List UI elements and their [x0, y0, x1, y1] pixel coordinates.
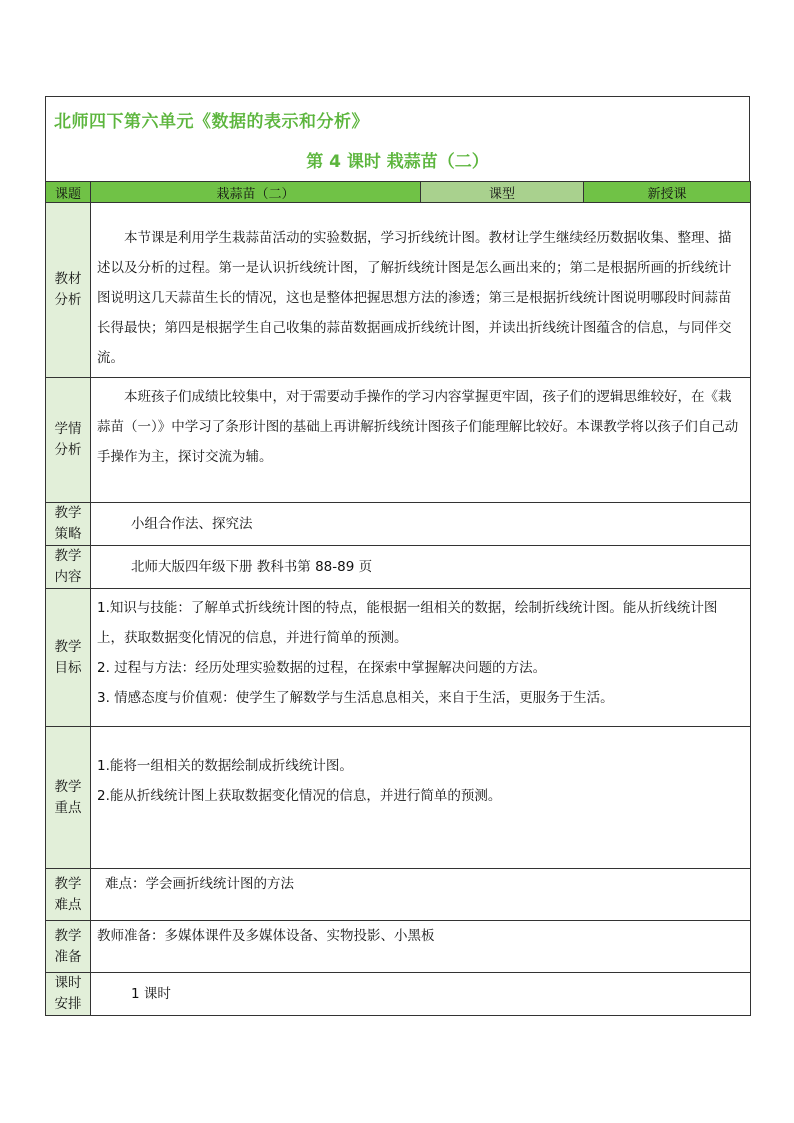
row-content: 教师准备：多媒体课件及多媒体设备、实物投影、小黑板: [91, 921, 751, 973]
student-analysis-text: 本班孩子们成绩比较集中，对于需要动手操作的学习内容掌握更牢固，孩子们的逻辑思维较好，在《栽蒜苗（一）》中学习了条形计图的基础上再讲解折线统计图孩子们能理解比较好。本课教学将以孩子们自己动手操作为主，探讨交流为辅。: [97, 389, 739, 465]
row-label: 教学 难点: [46, 869, 91, 921]
row-label: 课时 安排: [46, 973, 91, 1016]
row-content: [91, 203, 751, 378]
row-label: 学情 分析: [46, 378, 91, 503]
row-key-points: [46, 727, 751, 869]
row-content: 难点：学会画折线统计图的方法: [91, 869, 751, 921]
key-point-item: 2.能从折线统计图上获取数据变化情况的信息，并进行简单的预测。: [97, 788, 502, 804]
row-teaching-goals: [46, 589, 751, 727]
row-content: [91, 589, 751, 727]
key-point-item: 1.能将一组相关的数据绘制成折线统计图。: [97, 758, 353, 774]
row-content: [91, 378, 751, 503]
row-label: 教学 内容: [46, 546, 91, 589]
lesson-plan-document: [45, 96, 750, 1016]
topic-value: 栽蒜苗（二）: [91, 182, 421, 203]
row-teaching-strategy: [46, 503, 751, 546]
type-label: 课型: [421, 182, 584, 203]
goal-item: 1.知识与技能：了解单式折线统计图的特点，能根据一组相关的数据，绘制折线统计图。能从折线统计图上，获取数据变化情况的信息，并进行简单的预测。: [97, 600, 718, 646]
row-student-analysis: [46, 378, 751, 503]
row-teaching-content: [46, 546, 751, 589]
lesson-title: 第 4 课时 栽蒜苗（二）: [306, 152, 489, 172]
title-block: [45, 96, 750, 181]
row-content: 北师大版四年级下册 教科书第 88-89 页: [91, 546, 751, 589]
row-label: 教学 策略: [46, 503, 91, 546]
material-analysis-text: 本节课是利用学生栽蒜苗活动的实验数据，学习折线统计图。教材让学生继续经历数据收集、整理、描述以及分析的过程。第一是认识折线统计图，了解折线统计图是怎么画出来的；第二是根据所画的折线统计图说明这几天蒜苗生长的情况，这也是整体把握思想方法的渗透；第三是根据折线统计图说明哪段时间蒜苗长得最快；第四是根据学生自己收集的蒜苗数据画成折线统计图，并读出折线统计图蕴含的信息，与同伴交流。: [97, 230, 732, 366]
row-label: 教学 目标: [46, 589, 91, 727]
row-content: 小组合作法、探究法: [91, 503, 751, 546]
info-row: [46, 182, 751, 203]
type-value: 新授课: [584, 182, 751, 203]
row-schedule: [46, 973, 751, 1016]
lesson-plan-table: [45, 181, 751, 1016]
topic-label: 课题: [46, 182, 91, 203]
goal-item: 2. 过程与方法：经历处理实验数据的过程，在探索中掌握解决问题的方法。: [97, 660, 547, 676]
row-content: [91, 727, 751, 869]
row-content: 1 课时: [91, 973, 751, 1016]
row-preparation: [46, 921, 751, 973]
series-title: 北师四下第六单元《数据的表示和分析》: [54, 112, 369, 132]
row-label: 教学 重点: [46, 727, 91, 869]
row-material-analysis: [46, 203, 751, 378]
row-label: 教材 分析: [46, 203, 91, 378]
row-difficulty: [46, 869, 751, 921]
goal-item: 3. 情感态度与价值观：使学生了解数学与生活息息相关，来自于生活，更服务于生活。: [97, 690, 614, 706]
row-label: 教学 准备: [46, 921, 91, 973]
